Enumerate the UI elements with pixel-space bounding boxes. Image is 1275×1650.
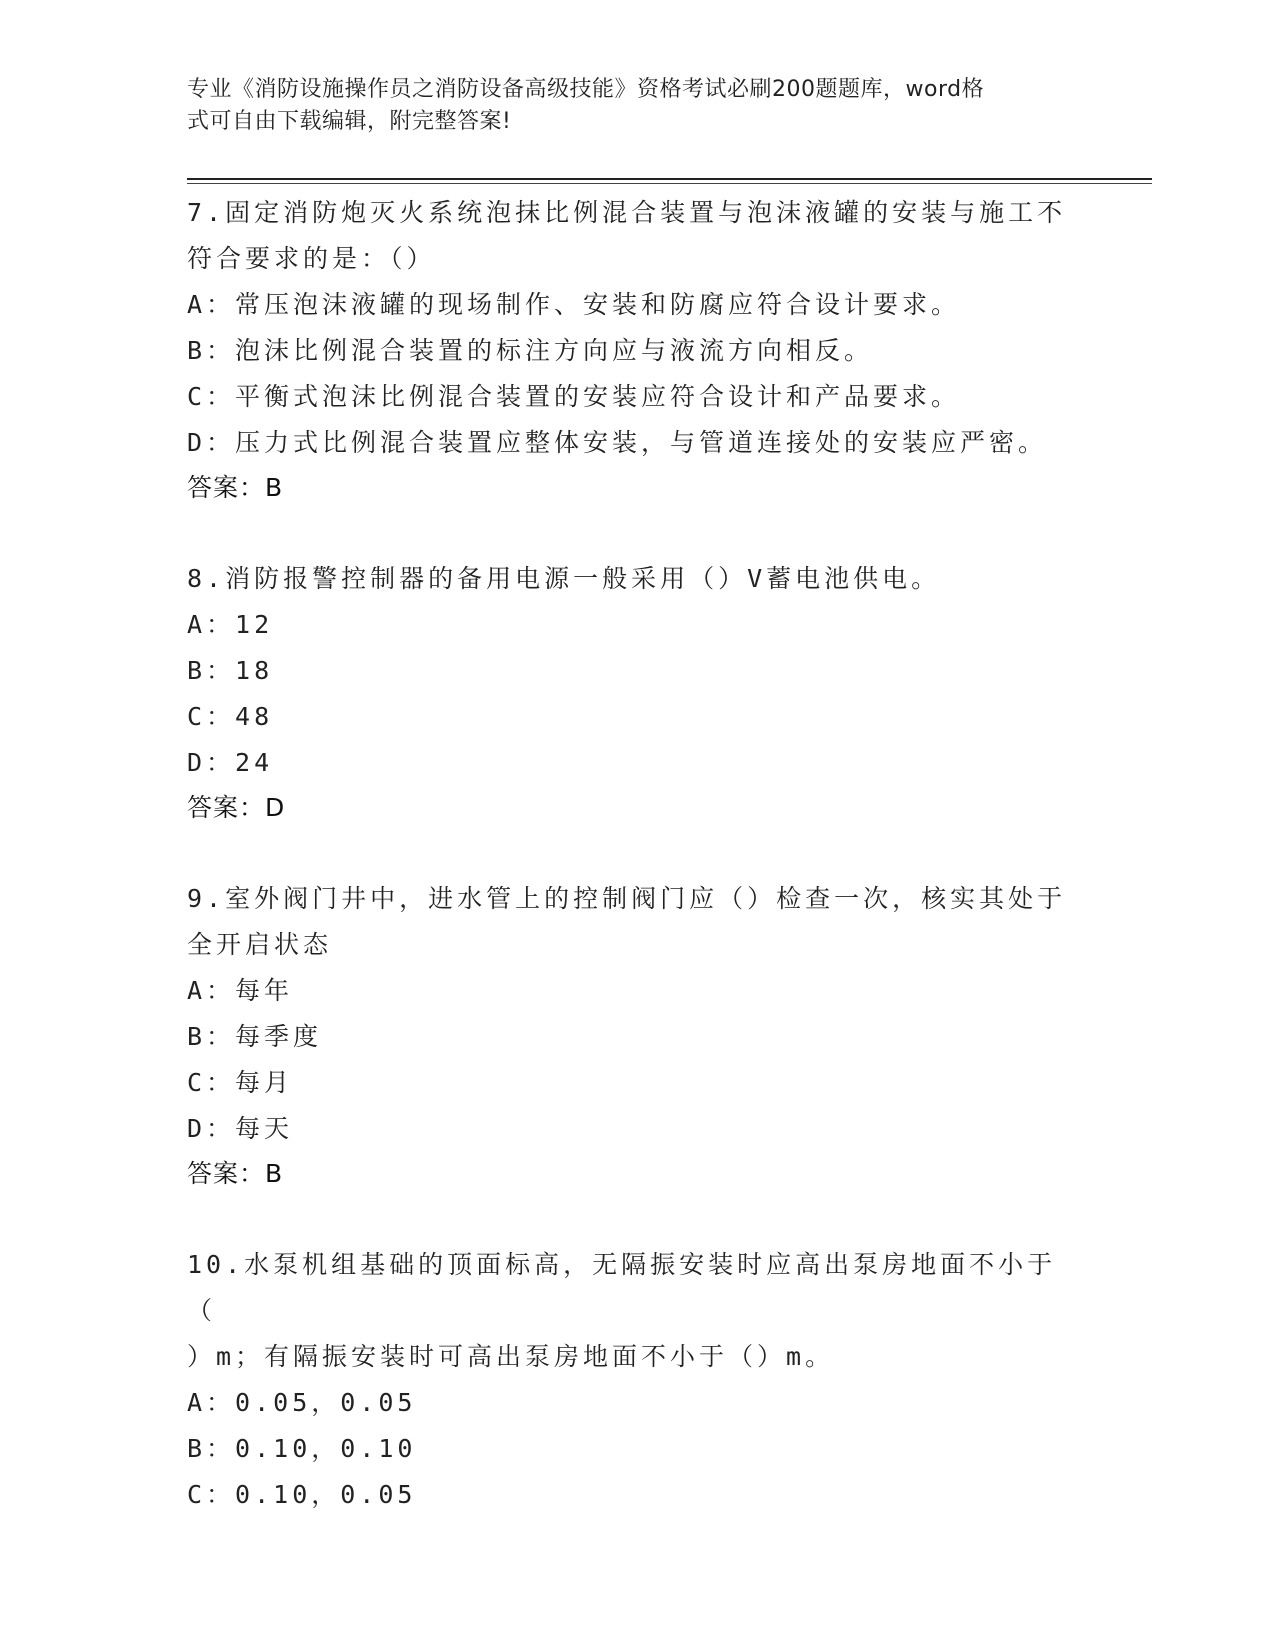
option-d: D：24 xyxy=(187,748,274,777)
document-header xyxy=(187,74,1067,138)
question-stem-continued: ）m；有隔振安装时可高出泵房地面不小于（）m。 xyxy=(187,1342,835,1371)
option-a: A：0.05，0.05 xyxy=(187,1388,417,1417)
option-a: A：12 xyxy=(187,610,274,639)
option-b: B：每季度 xyxy=(187,1022,323,1051)
question-8 xyxy=(187,556,1077,830)
option-c: C：每月 xyxy=(187,1068,294,1097)
question-stem-continued: 全开启状态 xyxy=(187,930,333,959)
header-divider-thick xyxy=(187,178,1152,180)
question-stem: 8.消防报警控制器的备用电源一般采用（）V蓄电池供电。 xyxy=(187,564,941,593)
answer: 答案：D xyxy=(187,793,286,822)
question-10 xyxy=(187,1242,1077,1518)
option-a: A：每年 xyxy=(187,976,294,1005)
option-c: C：48 xyxy=(187,702,274,731)
question-9 xyxy=(187,876,1077,1196)
question-stem: 9.室外阀门井中，进水管上的控制阀门应（）检查一次，核实其处于 xyxy=(187,884,1067,913)
answer: 答案：B xyxy=(187,1159,284,1188)
header-divider-thin xyxy=(187,183,1152,184)
option-b: B：0.10，0.10 xyxy=(187,1434,417,1463)
option-c: C：0.10，0.05 xyxy=(187,1480,417,1509)
answer: 答案：B xyxy=(187,473,284,502)
question-stem-continued: 符合要求的是：（） xyxy=(187,244,436,273)
option-b: B：18 xyxy=(187,656,274,685)
question-7 xyxy=(187,190,1077,510)
option-a: A：常压泡沫液罐的现场制作、安装和防腐应符合设计要求。 xyxy=(187,290,961,319)
question-stem: 10.水泵机组基础的顶面标高，无隔振安装时应高出泵房地面不小于（ xyxy=(187,1250,1057,1325)
question-list xyxy=(187,190,1077,1564)
header-line-1: 专业《消防设施操作员之消防设备高级技能》资格考试必刷200题题库，word格 xyxy=(187,77,985,102)
option-c: C：平衡式泡沫比例混合装置的安装应符合设计和产品要求。 xyxy=(187,382,961,411)
question-stem: 7.固定消防炮灭火系统泡抹比例混合装置与泡沫液罐的安装与施工不 xyxy=(187,198,1067,227)
option-b: B：泡沫比例混合装置的标注方向应与液流方向相反。 xyxy=(187,336,874,365)
option-d: D：每天 xyxy=(187,1114,294,1143)
option-d: D：压力式比例混合装置应整体安装，与管道连接处的安装应严密。 xyxy=(187,428,1048,457)
header-line-2: 式可自由下载编辑，附完整答案! xyxy=(187,109,512,134)
